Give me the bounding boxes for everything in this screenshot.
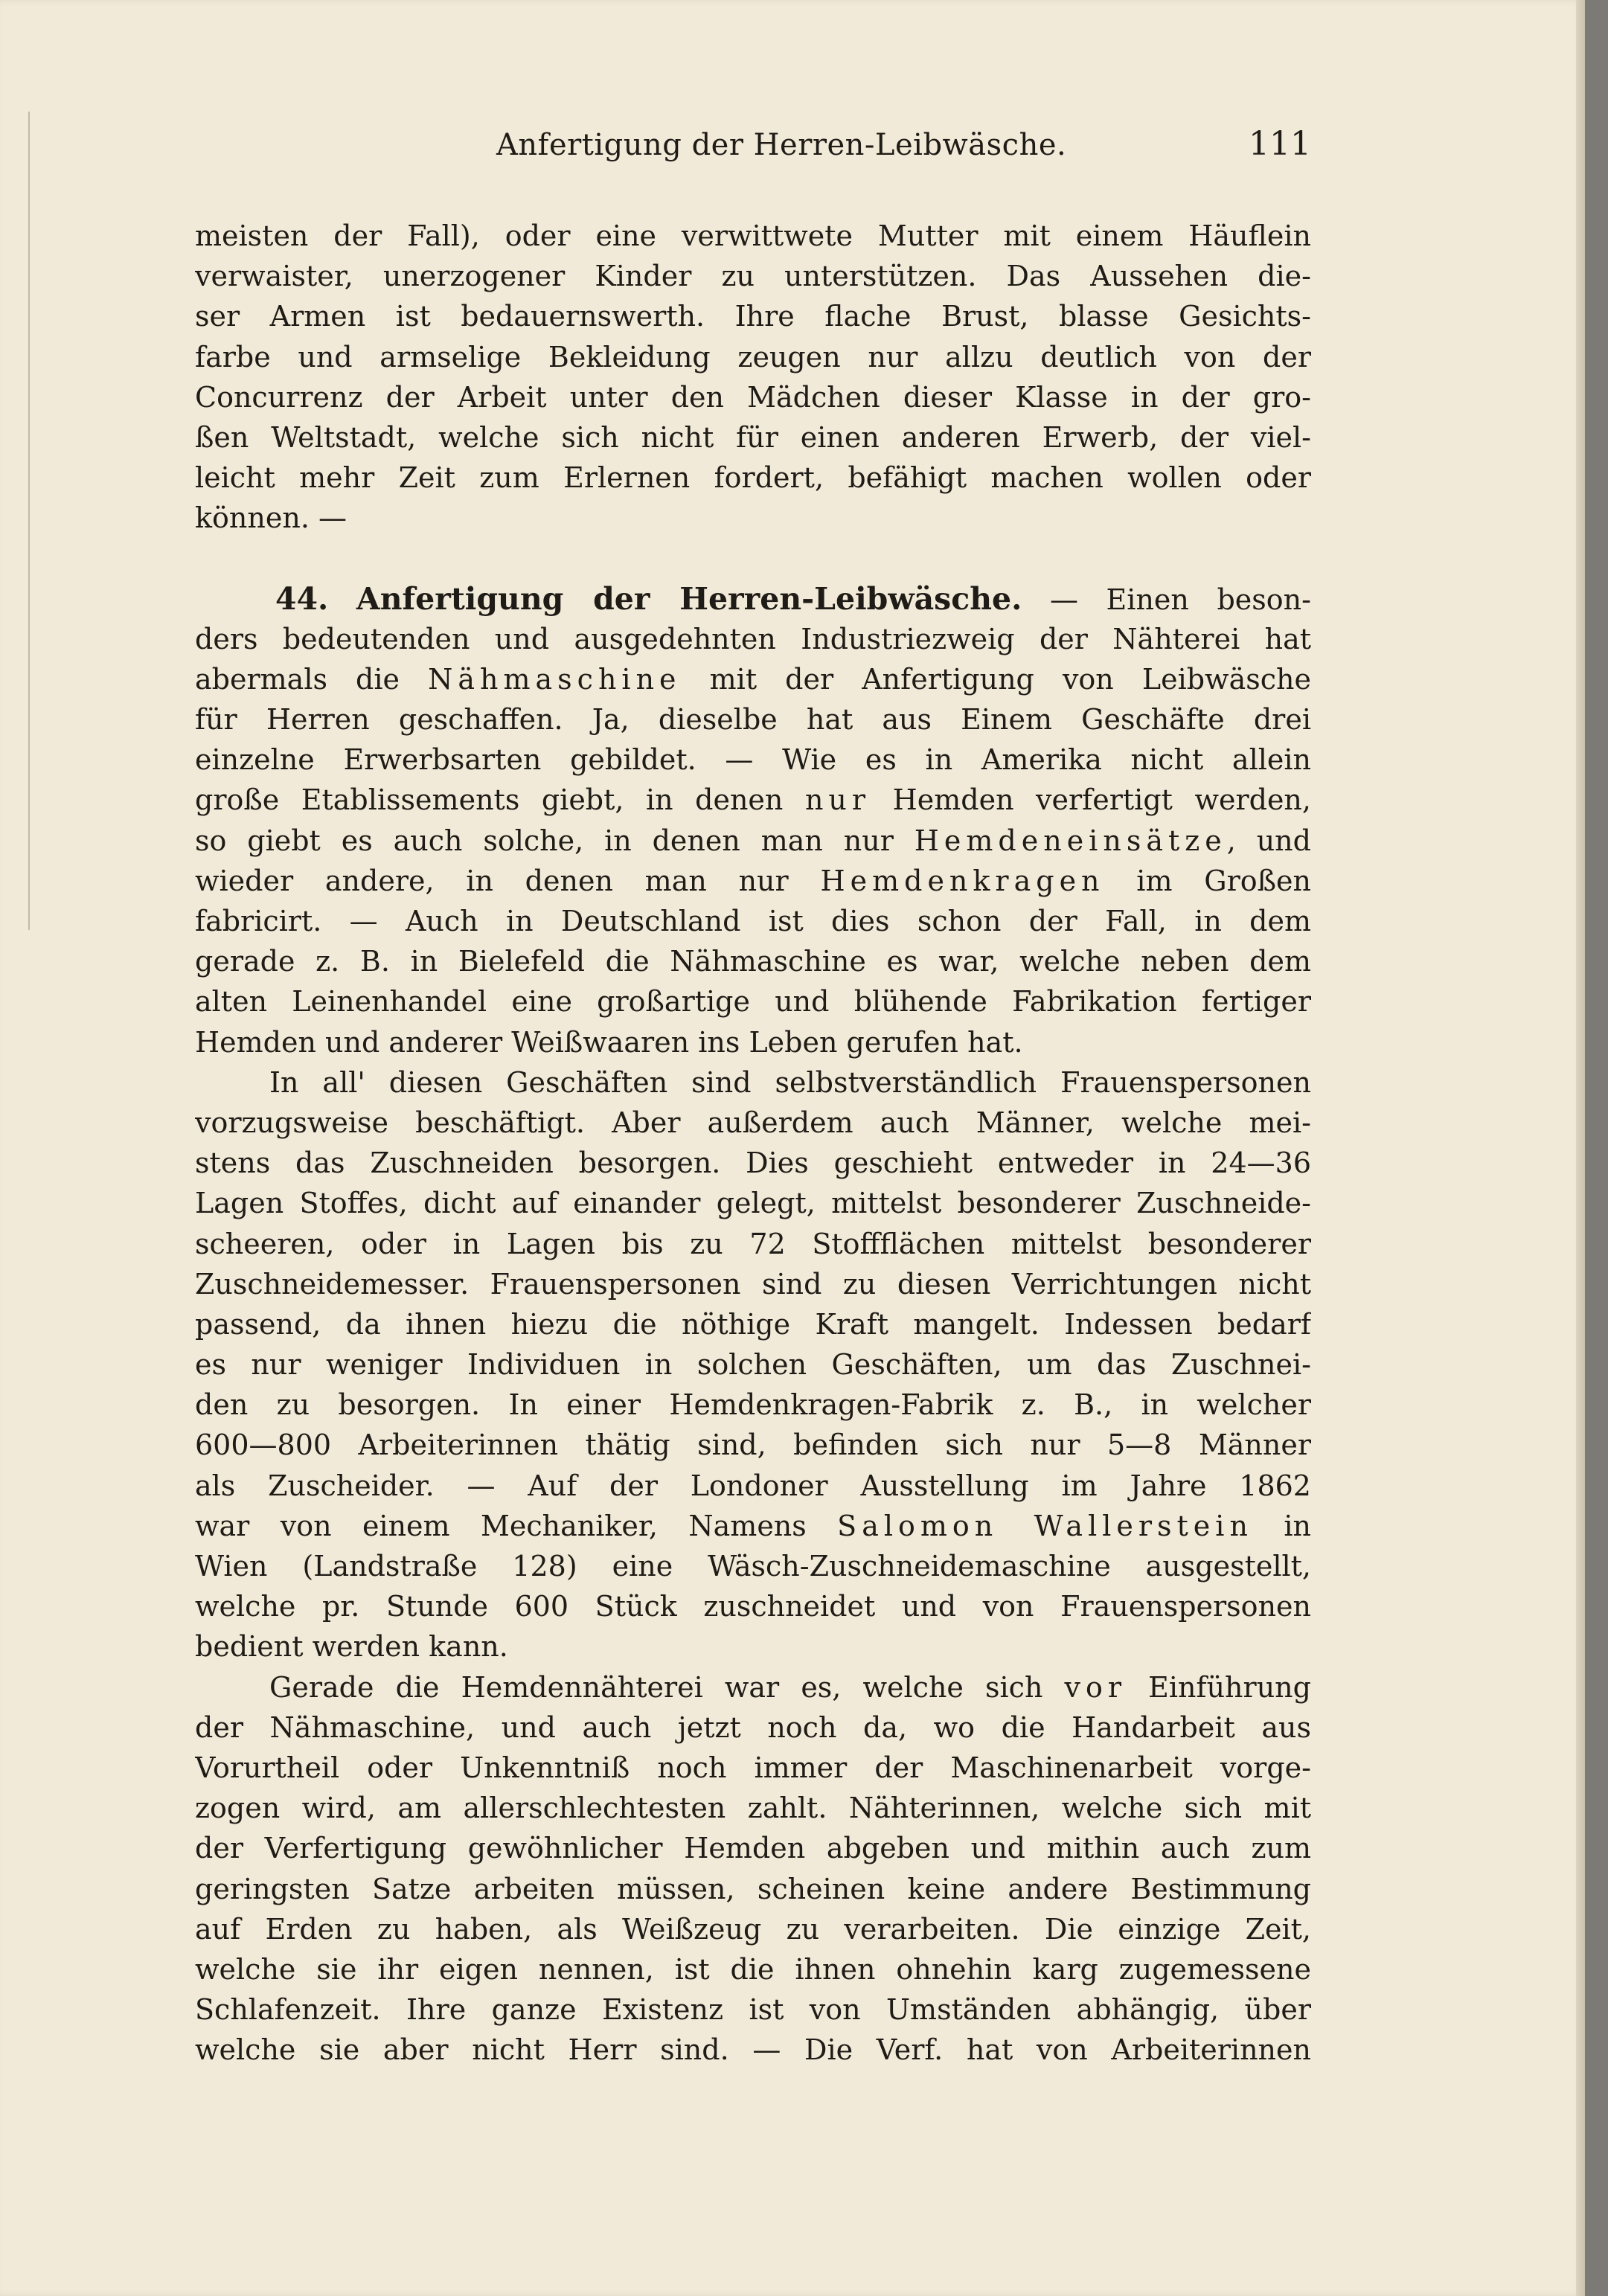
section-title: Anfertigung der Herren-Leibwäsche. (356, 580, 1022, 617)
text-span: große Etablissements giebt, in denen (195, 783, 784, 817)
paragraph-continued (195, 216, 1311, 539)
page-edge (1576, 0, 1585, 2296)
text-line: farbe und armselige Bekleidung zeugen nur allzu deutlich von der (195, 340, 1311, 373)
text-span: im Großen (1136, 864, 1311, 897)
text-line: vorzugsweise beschäftigt. Aber außerdem auch Männer, welche mei- (195, 1106, 1311, 1139)
section-number: 44. (275, 580, 329, 617)
text-line: Lagen Stoffes, dicht auf einander gelegt, mittelst besonderer Zuschneide- (195, 1187, 1311, 1220)
text-line: welche pr. Stunde 600 Stück zuschneidet und von Frauenspersonen (195, 1590, 1311, 1623)
text-line (195, 659, 1311, 699)
text-line: passend, da ihnen hiezu die nöthige Kraft mangelt. Indessen bedarf (195, 1307, 1311, 1341)
text-line: gerade z. B. in Bielefeld die Nähmaschine es war, welche neben dem (195, 945, 1311, 978)
text-line: stens das Zuschneiden besorgen. Dies geschieht entweder in 24—36 (195, 1147, 1311, 1180)
text-line: Vorurtheil oder Unkenntniß noch immer der Maschinenarbeit vorge- (195, 1751, 1311, 1784)
text-line (195, 1506, 1311, 1546)
paragraph (195, 1667, 1311, 2071)
text-line (195, 861, 1311, 901)
text-line: scheeren, oder in Lagen bis zu 72 Stoffflächen mittelst besonderer (195, 1227, 1311, 1260)
spaced-emphasis: vor (1064, 1670, 1127, 1704)
text-body (195, 216, 1311, 2070)
text-span: war von einem Mechaniker, Namens (195, 1509, 807, 1542)
text-line: einzelne Erwerbsarten gebildet. — Wie es in Amerika nicht allein (195, 743, 1311, 777)
text-line: zogen wird, am allerschlechtesten zahlt. Nähterinnen, welche sich mit (195, 1792, 1311, 1825)
text-line (195, 1667, 1311, 1707)
section-heading-line (195, 579, 1311, 619)
text-line (195, 780, 1311, 820)
text-line: es nur weniger Individuen in solchen Geschäften, um das Zuschnei- (195, 1348, 1311, 1382)
text-line: 600—800 Arbeiterinnen thätig sind, befinden sich nur 5—8 Männer (195, 1428, 1311, 1462)
text-span: wieder andere, in denen man nur (195, 864, 789, 897)
text-line: Wien (Landstraße 128) eine Wäsch-Zuschneidemaschine ausgestellt, (195, 1550, 1311, 1582)
text-line: fabricirt. — Auch in Deutschland ist dies schon der Fall, in dem (195, 905, 1311, 937)
running-head-title: Anfertigung der Herren-Leibwäsche. (496, 128, 1067, 162)
text-line: den zu besorgen. In einer Hemdenkragen-Fabrik z. B., in welcher (195, 1388, 1311, 1422)
text-line: auf Erden zu haben, als Weißzeug zu verarbeiten. Die einzige Zeit, (195, 1912, 1311, 1946)
text-line: der Verfertigung gewöhnlicher Hemden abgeben und mithin auch zum (195, 1832, 1311, 1865)
text-span: Einführung (1148, 1670, 1311, 1704)
text-line: bedient werden kann. (195, 1630, 508, 1664)
text-line: verwaister, unerzogener Kinder zu unterstützen. Das Aussehen die- (195, 260, 1311, 293)
text-line: alten Leinenhandel eine großartige und blühende Fabrikation fertiger (195, 985, 1311, 1019)
text-span: , und (1226, 824, 1311, 857)
text-span: Gerade die Hemdennähterei war es, welche sich (269, 1670, 1043, 1704)
text-block (195, 125, 1311, 2070)
running-head (195, 125, 1311, 177)
text-line: In all' diesen Geschäften sind selbstverständlich Frauenspersonen (269, 1065, 1311, 1099)
text-line: der Nähmaschine, und auch jetzt noch da, wo die Handarbeit aus (195, 1710, 1311, 1744)
text-line (195, 821, 1311, 861)
text-line: ser Armen ist bedauernswerth. Ihre flache Brust, blasse Gesichts- (195, 300, 1311, 333)
gutter-shadow (28, 112, 30, 930)
text-line: welche sie ihr eigen nennen, ist die ihnen ohnehin karg zugemessene (195, 1952, 1311, 1986)
text-line: welche sie aber nicht Herr sind. — Die Verf. hat von Arbeiterinnen (195, 2033, 1311, 2067)
section-spacer (195, 539, 1311, 579)
text-line: als Zuscheider. — Auf der Londoner Ausstellung im Jahre 1862 (195, 1469, 1311, 1502)
text-line: Concurrenz der Arbeit unter den Mädchen dieser Klasse in der gro- (195, 380, 1311, 414)
text-span: mit der Anfertigung von Leibwäsche (709, 662, 1311, 696)
spaced-emphasis: Hemdenkragen (820, 864, 1105, 897)
spaced-emphasis: Salomon Wallerstein (837, 1509, 1253, 1542)
spaced-emphasis: nur (804, 783, 871, 817)
text-line: Hemden und anderer Weißwaaren ins Leben gerufen hat. (195, 1025, 1023, 1059)
text-line: können. — (195, 501, 347, 535)
paragraph (195, 1062, 1311, 1667)
section-44 (195, 579, 1311, 1062)
text-line: leicht mehr Zeit zum Erlernen fordert, befähigt machen wollen oder (195, 461, 1311, 495)
text-line: meisten der Fall), oder eine verwittwete Mutter mit einem Häuflein (195, 219, 1311, 252)
text-line: geringsten Satze arbeiten müssen, scheinen keine andere Bestimmung (195, 1872, 1311, 1905)
spaced-emphasis: Hemdeneinsätze (914, 824, 1227, 857)
text-span: Hemden verfertigt werden, (892, 783, 1311, 817)
text-line: ders bedeutenden und ausgedehnten Industriezweig der Nähterei hat (195, 622, 1311, 655)
text-span: abermals die (195, 662, 400, 696)
text-line: ßen Weltstadt, welche sich nicht für einen anderen Erwerb, der viel- (195, 420, 1311, 454)
spaced-emphasis: Nähmaschine (428, 662, 682, 696)
text-span: so giebt es auch solche, in denen man nur (195, 824, 894, 857)
text-line: für Herren geschaffen. Ja, dieselbe hat aus Einem Geschäfte drei (195, 703, 1311, 737)
text-span: in (1284, 1509, 1311, 1542)
page-number: 111 (1249, 125, 1311, 163)
text-line: Schlafenzeit. Ihre ganze Existenz ist von Umständen abhängig, über (195, 1993, 1311, 2027)
text-line: Zuschneidemesser. Frauenspersonen sind zu diesen Verrichtungen nicht (195, 1267, 1311, 1301)
text-span: — Einen beson- (1049, 583, 1311, 616)
